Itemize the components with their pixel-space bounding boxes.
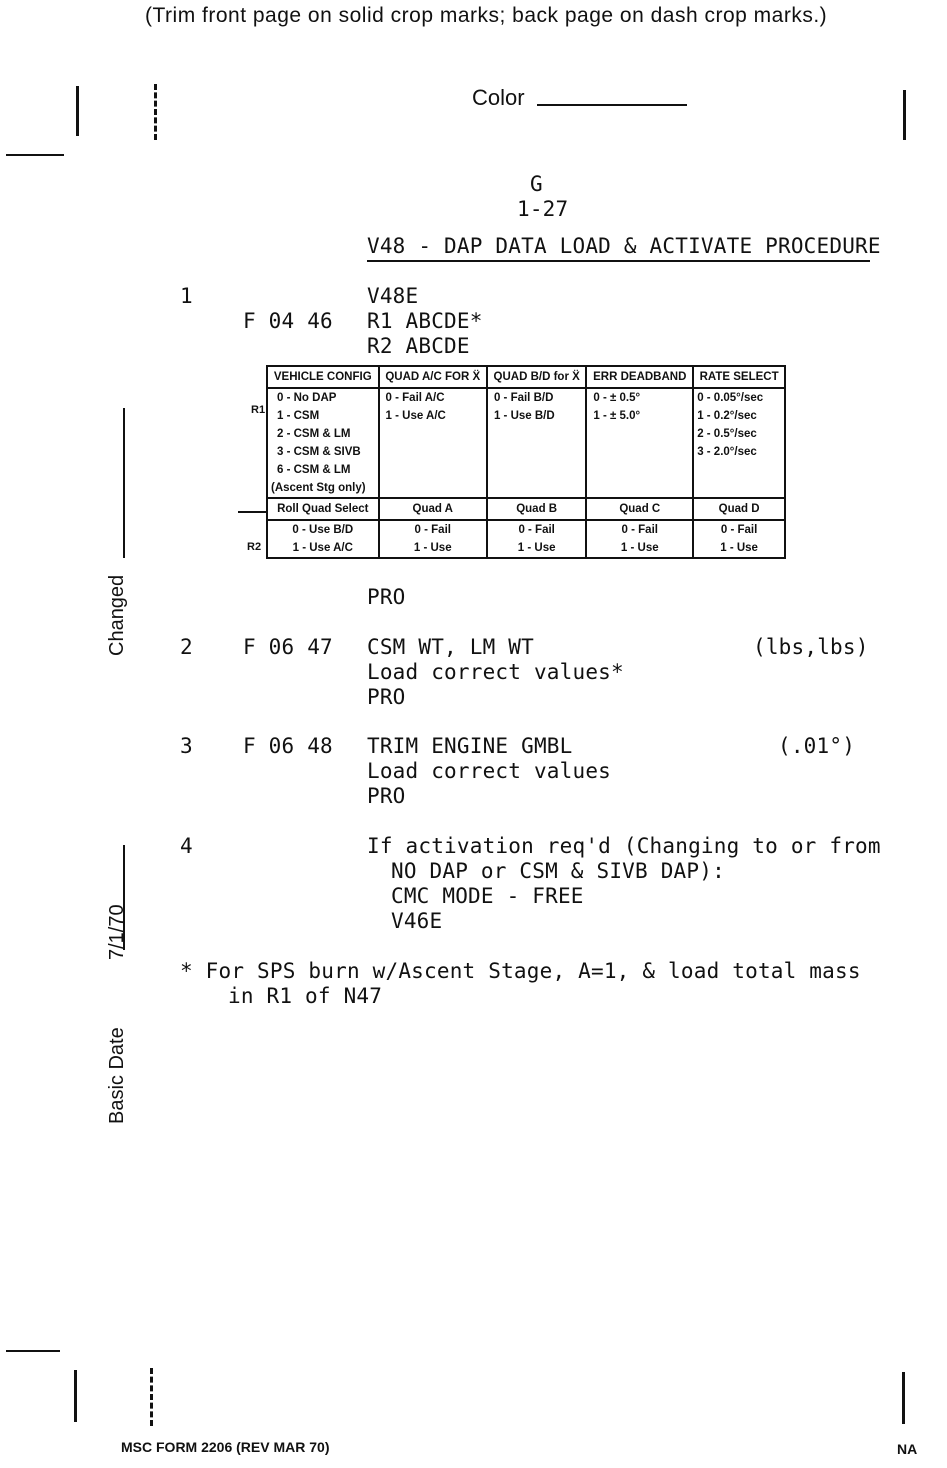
- header-roll-quad-select: Roll Quad Select: [267, 498, 379, 520]
- step-2-line1: CSM WT, LM WT: [367, 635, 534, 659]
- step-1-number: 1: [180, 284, 193, 308]
- step-1-pro: PRO: [367, 585, 406, 609]
- header-quad-a: Quad A: [379, 498, 487, 520]
- crop-mark-bottom-left: [74, 1370, 77, 1422]
- vehicle-option: 1 - CSM: [277, 410, 320, 422]
- quad-bd-option: 0 - Fail B/D: [493, 392, 554, 404]
- r2-quad-b-cell: [487, 520, 586, 558]
- crop-mark-top-right: [903, 90, 906, 140]
- trim-instruction: (Trim front page on solid crop marks; back page on dash crop marks.): [145, 4, 828, 27]
- roll-quad-option: 1 - Use A/C: [292, 542, 353, 554]
- header-quad-bd: QUAD B/D for Ẍ: [487, 366, 586, 388]
- color-label: Color: [472, 85, 525, 110]
- r1-quad-bd-cell: [487, 388, 586, 498]
- vehicle-option: 3 - CSM & SIVB: [277, 446, 361, 458]
- roll-quad-option: 0 - Use B/D: [292, 524, 354, 536]
- step-2-line2: Load correct values*: [367, 660, 624, 684]
- quad-bd-option: 1 - Use B/D: [493, 410, 555, 422]
- page-number: 1-27: [517, 197, 569, 221]
- r2-label: R2: [247, 541, 262, 553]
- header-err-deadband: ERR DEADBAND: [586, 366, 693, 388]
- step-2-number: 2: [180, 635, 193, 659]
- step-3-pro: PRO: [367, 784, 406, 808]
- step-4-line3: CMC MODE - FREE: [391, 884, 584, 908]
- step-1-display: F 04 46: [243, 309, 333, 333]
- r1-rate-select-cell: [693, 388, 785, 498]
- vehicle-option: 0 - No DAP: [277, 392, 337, 404]
- step-3-line1: TRIM ENGINE GMBL: [367, 734, 573, 758]
- quad-ac-option: 0 - Fail A/C: [385, 392, 445, 404]
- dash-crop-mark-top-left: [154, 84, 157, 140]
- step-2-pro: PRO: [367, 685, 406, 709]
- quad-c-option: 0 - Fail: [621, 524, 658, 536]
- rate-option: 2 - 0.5°/sec: [697, 428, 757, 440]
- r2-quad-c-cell: [586, 520, 693, 558]
- color-blank-line: [537, 104, 687, 106]
- rate-option: 1 - 0.2°/sec: [697, 410, 757, 422]
- step-4-line1: If activation req'd (Changing to or from: [367, 834, 881, 858]
- crop-mark-bottom-left-horizontal: [6, 1350, 60, 1352]
- footnote-line2: in R1 of N47: [228, 984, 383, 1008]
- header-rate-select: RATE SELECT: [693, 366, 785, 388]
- crop-mark-top-left: [76, 86, 79, 136]
- quad-ac-option: 1 - Use A/C: [385, 410, 446, 422]
- corner-text: NA: [897, 1441, 918, 1457]
- title-underline: [367, 260, 870, 262]
- r2-quad-a-cell: [379, 520, 487, 558]
- deadband-option: 0 - ± 0.5°: [593, 392, 641, 404]
- header-quad-c: Quad C: [586, 498, 693, 520]
- quad-d-option: 1 - Use: [720, 542, 758, 554]
- vehicle-option: 6 - CSM & LM: [277, 464, 351, 476]
- step-1-line3: R2 ABCDE: [367, 334, 470, 358]
- form-number: MSC FORM 2206 (REV MAR 70): [121, 1439, 330, 1455]
- header-quad-d: Quad D: [693, 498, 785, 520]
- header-vehicle-config: VEHICLE CONFIG: [267, 366, 379, 388]
- r1-quad-ac-cell: [379, 388, 487, 498]
- r1-vehicle-config-cell: [267, 388, 379, 498]
- procedure-title: V48 - DAP DATA LOAD & ACTIVATE PROCEDURE: [367, 234, 881, 258]
- quad-a-option: 1 - Use: [413, 542, 452, 554]
- rate-option: 3 - 2.0°/sec: [697, 446, 757, 458]
- r2-quad-d-cell: [693, 520, 785, 558]
- dap-data-table: [266, 365, 786, 559]
- r1-label: R1: [251, 404, 266, 416]
- step-2-display: F 06 47: [243, 635, 333, 659]
- dap-r2-row: [267, 520, 785, 558]
- basic-date-value: 7/1/70: [106, 904, 128, 960]
- deadband-option: 1 - ± 5.0°: [593, 410, 641, 422]
- footnote-line1: * For SPS burn w/Ascent Stage, A=1, & load total mass: [180, 959, 861, 983]
- header-quad-ac: QUAD A/C FOR Ẍ: [379, 366, 487, 388]
- quad-b-option: 1 - Use: [517, 542, 556, 554]
- header-quad-b: Quad B: [487, 498, 586, 520]
- vehicle-option: 2 - CSM & LM: [277, 428, 351, 440]
- quad-c-option: 1 - Use: [620, 542, 659, 554]
- quad-b-option: 0 - Fail: [518, 524, 555, 536]
- r1-deadband-cell: [586, 388, 693, 498]
- vehicle-option: (Ascent Stg only): [271, 482, 366, 494]
- basic-date-label: Basic Date: [106, 1027, 128, 1124]
- step-3-number: 3: [180, 734, 193, 758]
- step-3-units: (.01°): [778, 734, 856, 758]
- step-4-line2: NO DAP or CSM & SIVB DAP):: [391, 859, 725, 883]
- changed-label: Changed: [106, 574, 128, 656]
- step-2-units: (lbs,lbs): [753, 635, 869, 659]
- step-4-line4: V46E: [391, 909, 443, 933]
- crop-mark-bottom-right: [902, 1372, 905, 1424]
- dash-crop-mark-bottom-left: [150, 1368, 153, 1426]
- changed-line: [123, 408, 125, 558]
- section-letter: G: [530, 172, 543, 196]
- dap-r1-row: [267, 388, 785, 498]
- r2-roll-quad-cell: [267, 520, 379, 558]
- crop-mark-left-horizontal: [6, 154, 64, 156]
- step-3-display: F 06 48: [243, 734, 333, 758]
- rate-option: 0 - 0.05°/sec: [697, 392, 764, 404]
- dap-header-row: [267, 366, 785, 388]
- quad-d-option: 0 - Fail: [720, 524, 758, 536]
- quad-a-option: 0 - Fail: [414, 524, 451, 536]
- step-1-line1: V48E: [367, 284, 419, 308]
- step-3-line2: Load correct values: [367, 759, 612, 783]
- dap-quad-header-row: [267, 498, 785, 520]
- step-1-line2: R1 ABCDE*: [367, 309, 483, 333]
- r1-r2-divider-extension: [238, 511, 268, 513]
- step-4-number: 4: [180, 834, 193, 858]
